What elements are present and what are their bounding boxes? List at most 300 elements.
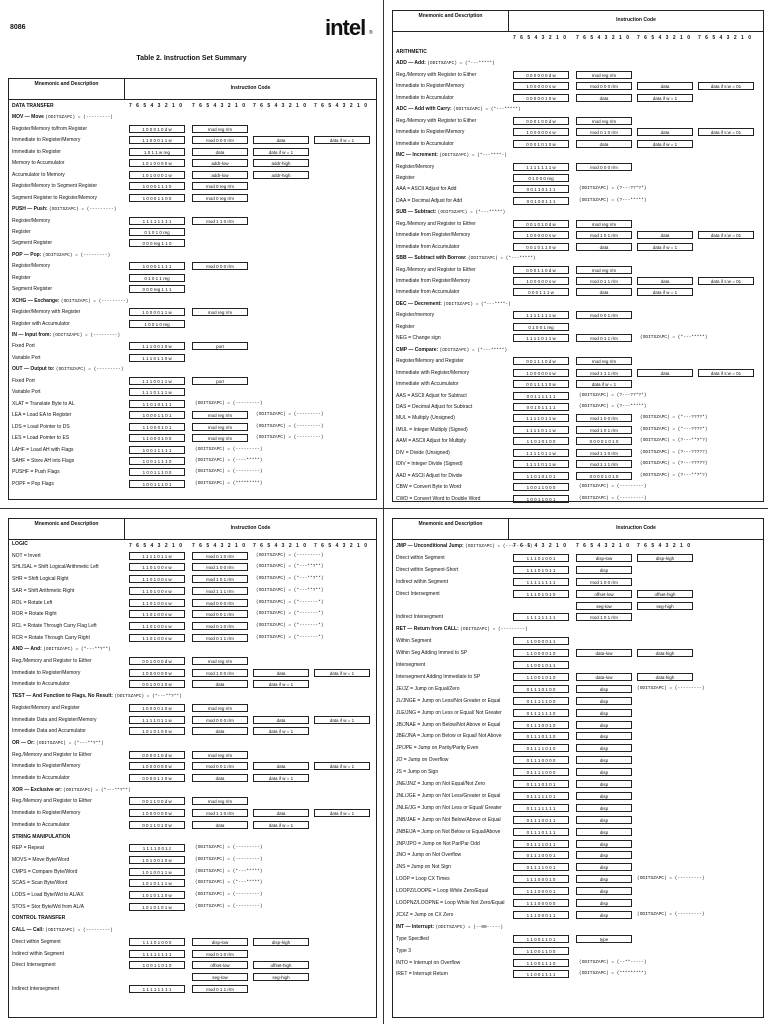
encoding-field: port: [192, 342, 248, 350]
encoding-field: 1 1 1 1 1 1 1 w: [513, 311, 569, 319]
row-label: AAM = ASCII Adjust for Multiply: [396, 438, 466, 445]
flag-effects: (ODITSZAPC) = (---------): [195, 856, 263, 862]
encoding-field: 0 0 0 1 0 0 d w: [513, 117, 569, 125]
header-mnemonic: Mnemonic and Description: [418, 13, 483, 19]
encoding-field: disp: [576, 887, 632, 895]
mnemonic: SBB — Subtract with Borrow:: [396, 255, 468, 262]
row-label: JB/JNAE = Jump on Below/Not Above or Equal: [396, 721, 501, 728]
encoding-row: [12, 433, 373, 443]
flag-effects: (ODITSZAPC) = (*---**?**): [43, 647, 111, 653]
row-label: Register/Memory: [12, 217, 51, 224]
row-label: DAA = Decimal Adjust for Add: [396, 197, 463, 204]
encoding-field: 1 1 1 0 1 1 0 w: [129, 354, 185, 362]
encoding-field: 1 0 1 0 0 0 1 w: [129, 171, 185, 179]
row-label: JNS = Jump on Not Sign: [396, 864, 451, 871]
encoding-field: mod 1 1 0 r/m: [192, 217, 248, 225]
row-label: STOS = Stor Byte/Wd from AL/A: [12, 903, 85, 910]
encoding-field: 0 0 0 1 1 1 w: [513, 288, 569, 296]
encoding-field: 0 0 0 0 1 1 0 w: [129, 774, 185, 782]
encoding-row: [396, 379, 760, 389]
flag-effects: (ODITSZAPC) = (*-------*): [256, 622, 324, 628]
encoding-field: 1 0 0 1 1 1 0 1: [129, 480, 185, 488]
row-label: DAS = Decimal Adjust for Subtract: [396, 403, 473, 410]
encoding-row: [12, 902, 373, 912]
flag-effects: (ODITSZAPC) = (---------): [60, 298, 129, 304]
encoding-field: mod 1 0 0 r/m: [192, 563, 248, 571]
encoding-row: [12, 479, 373, 489]
row-label: NOT = Invert: [12, 552, 41, 559]
encoding-field: data: [576, 140, 632, 148]
encoding-row: [12, 376, 373, 386]
encoding-row: [396, 827, 760, 837]
encoding-row: [396, 448, 760, 458]
encoding-row: [12, 726, 373, 736]
flag-effects: (ODITSZAPC) = (*---**?**): [63, 787, 131, 793]
flag-effects: (ODITSZAPC) = (*---????*): [640, 426, 708, 432]
encoding-field: 1 1 1 1 1 1 1 1: [513, 578, 569, 586]
row-label: Indirect Intersegment: [12, 985, 59, 992]
encoding-field: data: [576, 243, 632, 251]
encoding-row: [12, 820, 373, 830]
encoding-row: [12, 147, 373, 157]
encoding-field: data: [576, 94, 632, 102]
encoding-row: [396, 402, 760, 412]
encoding-field: disp-high: [637, 554, 693, 562]
encoding-row: [12, 410, 373, 420]
encoding-field: 0 1 1 1 1 0 1 1: [513, 840, 569, 848]
encoding-field: data if w = 1: [637, 140, 693, 148]
encoding-field: 0 0 1 1 0 1 0 w: [129, 821, 185, 829]
row-label: Immediate to Register/Memory: [396, 83, 465, 90]
encoding-row: [12, 656, 373, 666]
encoding-row: [12, 273, 373, 283]
flag-effects: (ODITSZAPC) = (*---*****): [195, 880, 263, 886]
encoding-row: [396, 850, 760, 860]
encoding-field: data if w = 1: [637, 243, 693, 251]
instruction-heading: [396, 150, 760, 160]
row-label: [12, 250, 110, 261]
row-label: Accumulator to Memory: [12, 171, 65, 178]
row-label: JNB/JAE = Jump on Not Below/Above or Equal: [396, 816, 501, 823]
encoding-field: data if w = 1: [314, 762, 370, 770]
encoding-field: 1 1 0 0 0 0 1 0: [513, 649, 569, 657]
row-label: Within Seg Adding Immed to SP: [396, 650, 468, 657]
encoding-field: 1 1 1 0 0 0 1 1: [513, 911, 569, 919]
row-label: Register/Memory: [12, 263, 51, 270]
encoding-field: mod 1 1 0 r/m: [192, 809, 248, 817]
encoding-field: mod 0 0 0 r/m: [192, 599, 248, 607]
row-label: Within Segment: [396, 638, 432, 645]
encoding-field: data if s:w = 01: [698, 128, 754, 136]
encoding-row: [396, 886, 760, 896]
row-label: LEA = Load EA to Register: [12, 412, 72, 419]
encoding-row: [396, 898, 760, 908]
row-label: LOGIC: [12, 541, 28, 547]
encoding-row: [12, 227, 373, 237]
encoding-row: [396, 471, 760, 481]
row-label: Variable Port: [12, 389, 41, 396]
row-label: [12, 925, 113, 936]
encoding-field: 1 1 1 0 1 0 0 1: [513, 554, 569, 562]
encoding-row: [396, 589, 760, 599]
encoding-field: 0 1 1 1 1 1 0 0: [513, 697, 569, 705]
flag-effects: (ODITSZAPC) = (---------): [195, 903, 263, 909]
flag-effects: (ODITSZAPC) = (*---????*): [640, 415, 708, 421]
row-label: Register/Memory: [396, 163, 435, 170]
row-label: Immediate to Accumulator: [396, 140, 454, 147]
encoding-field: disp: [576, 732, 632, 740]
encoding-field: addr-high: [253, 171, 309, 179]
encoding-field: mod 1 0 1 r/m: [576, 613, 632, 621]
encoding-row: [396, 436, 760, 446]
encoding-field: disp: [576, 863, 632, 871]
encoding-field: 0 1 1 1 1 1 1 0: [513, 709, 569, 717]
flag-effects: (ODITSZAPC) = (---------): [195, 400, 263, 406]
encoding-field: data if s:w = 01: [698, 231, 754, 239]
encoding-field: data: [576, 288, 632, 296]
instruction-heading: [396, 345, 760, 355]
row-label: Reg./Memory and Register to Either: [12, 798, 92, 805]
encoding-row: [396, 696, 760, 706]
encoding-field: mod 0 0 1 r/m: [192, 610, 248, 618]
header-mnemonic: Mnemonic and Description: [34, 81, 99, 87]
intel-logo-text: intel: [325, 15, 366, 40]
encoding-field: 1 0 0 0 0 0 0 w: [129, 762, 185, 770]
row-label: Indirect within Segment: [396, 578, 448, 585]
row-label: AAS = ASCII Adjust for Subtract: [396, 392, 467, 399]
encoding-field: disp: [576, 875, 632, 883]
encoding-row: [12, 445, 373, 455]
instruction-heading: [396, 207, 760, 217]
encoding-field: disp: [576, 792, 632, 800]
encoding-row: [396, 162, 760, 172]
encoding-field: data: [637, 369, 693, 377]
encoding-row: [12, 574, 373, 584]
row-label: Register: [396, 174, 415, 181]
encoding-row: [396, 265, 760, 275]
encoding-row: [12, 261, 373, 271]
instruction-heading: [12, 644, 373, 654]
row-label: SAHF = Store AH into Flags: [12, 457, 75, 464]
encoding-field: data if s:w = 01: [698, 369, 754, 377]
row-label: Reg./Memory and Register to Either: [396, 266, 476, 273]
encoding-field: 1 0 0 0 1 1 1 0: [129, 182, 185, 190]
encoding-row: [396, 672, 760, 682]
row-label: JNBE/JA = Jump on Not Below or Equal/Above: [396, 828, 501, 835]
encoding-row: [396, 946, 760, 956]
encoding-field: disp: [576, 804, 632, 812]
bit-positions-label: 7 6 5 4 3 2 1 0: [513, 35, 568, 41]
encoding-field: 0 0 1 1 1 0 d w: [513, 357, 569, 365]
instruction-heading: [12, 330, 373, 340]
row-label: RCR = Rotate Through Carry Right: [12, 634, 90, 641]
row-label: Register: [396, 323, 415, 330]
row-label: NEG = Change sign: [396, 335, 441, 342]
encoding-row: [12, 216, 373, 226]
encoding-field: 1 1 1 0 0 1 0 w: [129, 342, 185, 350]
encoding-field: 0 1 1 1 0 0 1 1: [513, 816, 569, 824]
encoding-field: disp: [576, 768, 632, 776]
flag-effects: (ODITSZAPC) = (---------): [256, 423, 324, 429]
encoding-row: [396, 219, 760, 229]
encoding-row: [396, 116, 760, 126]
encoding-field: mod reg r/m: [192, 423, 248, 431]
encoding-row: [396, 648, 760, 658]
encoding-field: mod 0 0 0 r/m: [576, 82, 632, 90]
mnemonic: IN — Input from:: [12, 332, 53, 338]
row-label: JCXZ = Jump on CX Zero: [396, 911, 454, 918]
encoding-row: [396, 333, 760, 343]
table-header: [9, 519, 376, 540]
row-label: [12, 296, 128, 307]
registered-mark: ®: [369, 30, 373, 36]
encoding-field: mod 1 0 0 r/m: [192, 669, 248, 677]
encoding-field: 1 1 1 1 0 1 1 w: [513, 449, 569, 457]
encoding-field: data-high: [637, 649, 693, 657]
bit-positions-label: 7 6 5 4 3 2 1 0: [314, 543, 369, 549]
flag-effects: (ODITSZAPC) = (?---??*?*): [579, 392, 647, 398]
encoding-field: mod reg r/m: [576, 220, 632, 228]
encoding-row: [396, 565, 760, 575]
encoding-field: 1 1 0 0 0 1 0 0: [129, 434, 185, 442]
flag-effects: (ODITSZAPC) = (*---****-): [443, 301, 511, 307]
encoding-field: 0 1 1 1 0 1 0 0: [513, 685, 569, 693]
mnemonic: ADD — Add:: [396, 60, 428, 67]
encoding-field: 1 0 0 0 0 0 s w: [513, 82, 569, 90]
encoding-field: addr-high: [253, 159, 309, 167]
encoding-field: 1 0 0 0 0 0 s w: [513, 277, 569, 285]
bit-positions-label: 7 6 5 4 3 2 1 0: [129, 103, 184, 109]
flag-effects: (ODITSZAPC) = (*---*****): [437, 210, 506, 216]
flag-effects: (ODITSZAPC) = (*---*****): [439, 347, 508, 353]
instruction-heading: [396, 104, 760, 114]
row-label: [12, 785, 131, 796]
row-label: [396, 253, 535, 264]
flag-effects: (ODITSZAPC) = (---------): [637, 911, 705, 917]
flag-effects: (ODITSZAPC) = (---------): [55, 367, 124, 373]
encoding-field: 1 1 1 0 1 0 1 1: [513, 566, 569, 574]
encoding-row: [396, 139, 760, 149]
row-label: LAHF = Load AH with Flags: [12, 446, 74, 453]
encoding-field: mod reg r/m: [192, 657, 248, 665]
encoding-row: [396, 874, 760, 884]
flag-effects: (ODITSZAPC) = (*-------*): [256, 634, 324, 640]
row-label: Immediate from Register/Memory: [396, 232, 471, 239]
header-mnemonic: Mnemonic and Description: [418, 521, 483, 527]
encoding-row: [12, 284, 373, 294]
encoding-field: 1 1 0 0 1 0 1 0: [513, 673, 569, 681]
row-label: [396, 345, 507, 356]
flag-effects: (ODITSZAPC) = (*---*****): [195, 868, 263, 874]
row-label: Register/Memory and Register: [12, 704, 80, 711]
encoding-field: 1 1 0 0 0 0 1 1: [513, 637, 569, 645]
bit-positions-label: 7 6 5 4 3 2 1 0: [253, 543, 308, 549]
bit-positions-label: 7 6 5 4 3 2 1 0: [698, 35, 753, 41]
encoding-row: [12, 878, 373, 888]
encoding-field: mod 0 1 1 r/m: [576, 277, 632, 285]
encoding-field: mod 1 0 0 r/m: [576, 414, 632, 422]
encoding-field: data if s:w = 01: [698, 82, 754, 90]
encoding-field: mod reg r/m: [192, 434, 248, 442]
row-label: Segment Register to Register/Memory: [12, 194, 98, 201]
encoding-field: data: [192, 821, 248, 829]
encoding-field: 1 1 1 1 0 1 1 w: [129, 716, 185, 724]
encoding-row: [12, 307, 373, 317]
mnemonic: AND — And:: [12, 646, 44, 653]
encoding-row: [12, 422, 373, 432]
header-instruction-code: Instruction Code: [230, 85, 271, 91]
flag-effects: (ODITSZAPC) = (---------): [195, 845, 263, 851]
encoding-row: [396, 310, 760, 320]
flag-effects: (ODITSZAPC) = (--**-----): [579, 959, 647, 965]
encoding-field: 1 0 1 0 1 0 0 w: [129, 727, 185, 735]
row-label: [12, 644, 111, 655]
row-label: REP = Repeat: [12, 845, 45, 852]
encoding-row: [12, 467, 373, 477]
row-label: ROR = Rotate Right: [12, 611, 57, 618]
encoding-row: [12, 598, 373, 608]
header-instruction-code: Instruction Code: [616, 17, 656, 23]
row-label: [12, 204, 116, 215]
encoding-row: [396, 184, 760, 194]
flag-effects: (ODITSZAPC) = (---------): [637, 685, 705, 691]
mnemonic: CALL — Call:: [12, 927, 46, 934]
encoding-field: 0 1 1 1 0 1 1 1: [513, 828, 569, 836]
row-label: LOOPNZ/LOOPNE = Loop While Not Zero/Equal: [396, 900, 505, 906]
flag-effects: (ODITSZAPC) = (---------): [579, 484, 647, 490]
bit-positions-label: 7 6 5 4 3 2 1 0: [129, 543, 184, 549]
flag-effects: (ODITSZAPC) = (---------): [460, 627, 528, 633]
instruction-table: [392, 518, 764, 1018]
encoding-field: 1 0 0 0 0 0 s w: [513, 369, 569, 377]
encoding-row: [12, 703, 373, 713]
encoding-row: [396, 459, 760, 469]
encoding-field: 1 0 1 0 1 1 1 w: [129, 879, 185, 887]
encoding-field: 1 1 1 1 0 1 1 w: [129, 552, 185, 560]
flag-effects: (ODITSZAPC) = (?---*****): [579, 197, 647, 203]
encoding-row: [12, 124, 373, 134]
flag-effects: (ODITSZAPC) = (---------): [195, 446, 263, 452]
encoding-field: 0 0 0 reg 1 1 0: [129, 239, 185, 247]
encoding-field: data if s:w = 01: [698, 277, 754, 285]
encoding-field: mod reg r/m: [192, 125, 248, 133]
encoding-field: 1 1 0 1 0 1 1 1: [129, 400, 185, 408]
encoding-field: disp: [576, 911, 632, 919]
flag-effects: (ODITSZAPC) = (---------): [256, 412, 324, 418]
encoding-field: 1 1 1 0 1 0 1 0: [513, 590, 569, 598]
encoding-row: [12, 984, 373, 994]
row-label: Immediate Data and Register/Memory: [12, 716, 97, 723]
encoding-row: [12, 319, 373, 329]
encoding-field: seg-high: [637, 602, 693, 610]
row-label: LOOP = Loop CX Times: [396, 876, 450, 883]
encoding-field: disp: [576, 828, 632, 836]
encoding-field: data if w = 1: [253, 774, 309, 782]
row-label: RCL = Rotate Through Carry Flag Left: [12, 622, 97, 629]
encoding-field: 1 1 1 1 0 1 1 w: [513, 334, 569, 342]
mnemonic: JMP — Unconditional Jump:: [396, 543, 466, 549]
instruction-heading: [396, 922, 760, 932]
encoding-field: 1 1 0 0 1 1 1 1: [513, 970, 569, 978]
row-label: Register/Memory with Register: [12, 309, 81, 316]
row-label: [396, 922, 503, 933]
row-label: Immediate from Register/Memory: [396, 278, 471, 284]
encoding-field: 1 1 1 0 0 0 1 0: [513, 875, 569, 883]
section-heading: [12, 913, 373, 923]
encoding-row: [396, 708, 760, 718]
instruction-table: [392, 10, 764, 502]
row-label: Immediate with Accumulator: [396, 381, 459, 388]
encoding-row: [12, 456, 373, 466]
encoding-row: [396, 81, 760, 91]
flag-effects: (ODITSZAPC) = (---------): [465, 544, 533, 549]
encoding-field: 0 0 1 1 1 1 1 1: [513, 392, 569, 400]
encoding-field: 1 0 0 1 1 1 1 1: [129, 446, 185, 454]
encoding-field: 0 0 1 0 1 1 0 w: [513, 243, 569, 251]
encoding-field: mod 0 1 0 r/m: [192, 552, 248, 560]
encoding-row: [396, 413, 760, 423]
encoding-row: [12, 679, 373, 689]
flag-effects: (ODITSZAPC) = (?---?????): [640, 449, 708, 455]
encoding-field: disp-high: [253, 938, 309, 946]
encoding-field: mod 1 1 1 r/m: [576, 460, 632, 468]
encoding-field: mod 0 1 0 r/m: [576, 128, 632, 136]
row-label: [12, 364, 123, 375]
flag-effects: (ODITSZAPC) = (---------): [637, 876, 705, 882]
row-label: Reg./Memory and Register to Either: [12, 658, 92, 664]
encoding-row: [396, 230, 760, 240]
row-label: [12, 112, 113, 123]
encoding-field: disp: [576, 566, 632, 574]
flag-effects: (ODITSZAPC) = (---------): [195, 892, 263, 897]
encoding-field: 1 1 1 1 0 1 1 w: [513, 426, 569, 434]
encoding-field: 1 1 0 0 0 1 1 w: [129, 136, 185, 144]
instruction-heading: [396, 299, 760, 309]
row-label: Immediate to Accumulator: [12, 821, 70, 828]
row-label: [396, 541, 533, 552]
row-label: Immediate to Register/Memory: [12, 810, 81, 817]
row-label: [396, 207, 505, 218]
encoding-field: 0 1 1 1 1 1 0 1: [513, 792, 569, 800]
instruction-heading: [12, 785, 373, 795]
encoding-field: 0 1 1 1 0 1 1 0: [513, 732, 569, 740]
encoding-row: [12, 399, 373, 409]
encoding-field: data: [253, 669, 309, 677]
encoding-field: mod 0 1 0 r/m: [192, 622, 248, 630]
encoding-row: [12, 960, 373, 970]
encoding-field: 0 0 0 0 0 1 0 w: [513, 94, 569, 102]
encoding-row: [12, 855, 373, 865]
row-label: [12, 738, 104, 749]
row-label: PUSHF = Push Flags: [12, 469, 60, 476]
encoding-field: 1 1 0 0 1 1 1 0: [513, 959, 569, 967]
section-heading: [12, 832, 373, 842]
encoding-field: 1 0 0 0 0 0 0 w: [129, 809, 185, 817]
flag-effects: (ODITSZAPC) = (*---**?**): [256, 564, 324, 570]
instruction-table: [8, 518, 377, 1018]
encoding-field: 0 1 1 1 0 1 0 1: [513, 780, 569, 788]
encoding-row: [396, 322, 760, 332]
instruction-heading: [12, 925, 373, 935]
encoding-row: [12, 949, 373, 959]
encoding-field: 0 0 0 1 0 1 0 w: [513, 140, 569, 148]
row-label: IMUL = Integer Multiply (Signed): [396, 426, 468, 433]
row-label: [396, 104, 521, 115]
row-label: Reg./Memory with Register to Either: [396, 117, 477, 124]
row-label: SHR = Shift Logical Right: [12, 576, 69, 583]
encoding-field: 0 0 1 1 0 1 1 1: [513, 185, 569, 193]
encoding-field: 0 0 1 1 1 1 0 w: [513, 380, 569, 388]
